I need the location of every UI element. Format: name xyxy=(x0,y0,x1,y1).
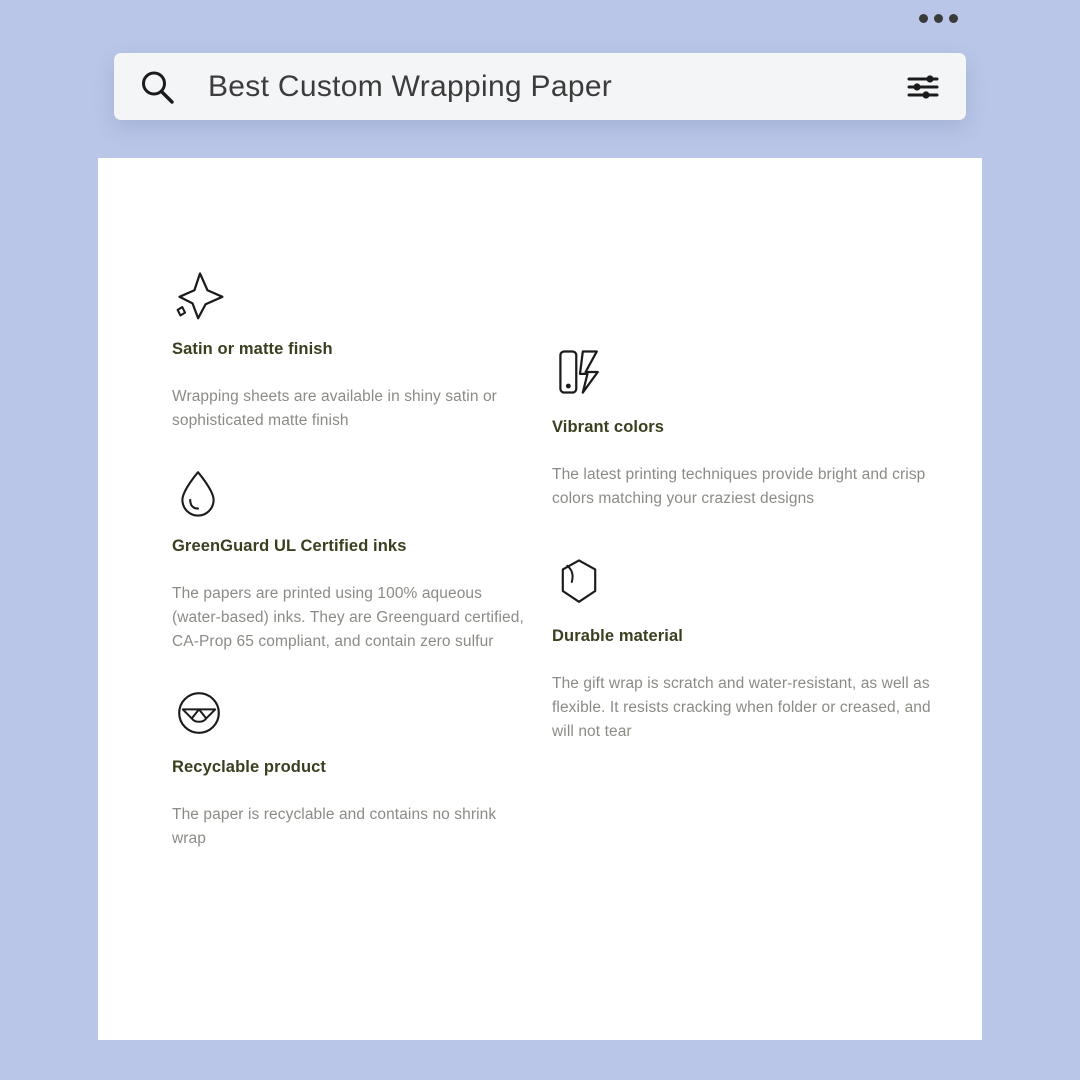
feature-body: Wrapping sheets are available in shiny satin or sophisticated matte finish xyxy=(172,388,497,429)
dot-1 xyxy=(919,14,928,23)
features-column-left xyxy=(172,258,552,877)
sparkle-icon xyxy=(172,258,552,322)
color-swatch-icon xyxy=(552,336,932,400)
feature-title: Recyclable product xyxy=(172,758,327,776)
feature-vibrant-colors xyxy=(552,336,932,511)
search-bar[interactable] xyxy=(114,53,966,120)
feature-greenguard-ul-certified-inks xyxy=(172,455,552,654)
water-drop-icon xyxy=(172,455,552,519)
recycle-circle-icon xyxy=(172,676,552,740)
dot-3 xyxy=(949,14,958,23)
window-menu-dots[interactable] xyxy=(919,14,958,23)
feature-durable-material xyxy=(552,545,932,744)
feature-title: GreenGuard UL Certified inks xyxy=(172,537,407,555)
content-card xyxy=(98,158,982,1040)
feature-title: Vibrant colors xyxy=(552,418,665,436)
feature-recyclable-product xyxy=(172,676,552,851)
feature-body: The gift wrap is scratch and water-resistant, as well as flexible. It resists cracking when folder or creased, and will not tear xyxy=(552,675,931,740)
feature-body: The papers are printed using 100% aqueous (water-based) inks. They are Greenguard certified, CA-Prop 65 compliant, and contain zero sulfur xyxy=(172,585,524,650)
search-input[interactable]: Best Custom Wrapping Paper xyxy=(208,69,613,103)
features-column-right xyxy=(552,258,932,877)
search-icon[interactable] xyxy=(138,68,176,106)
feature-body: The paper is recyclable and contains no shrink wrap xyxy=(172,806,497,847)
dot-2 xyxy=(934,14,943,23)
hexagon-material-icon xyxy=(552,545,932,609)
feature-title: Durable material xyxy=(552,627,683,645)
feature-satin-or-matte-finish xyxy=(172,258,552,433)
filter-sliders-icon[interactable] xyxy=(906,70,940,104)
feature-title: Satin or matte finish xyxy=(172,340,333,358)
feature-body: The latest printing techniques provide bright and crisp colors matching your craziest designs xyxy=(552,466,926,507)
features-grid xyxy=(172,258,972,877)
